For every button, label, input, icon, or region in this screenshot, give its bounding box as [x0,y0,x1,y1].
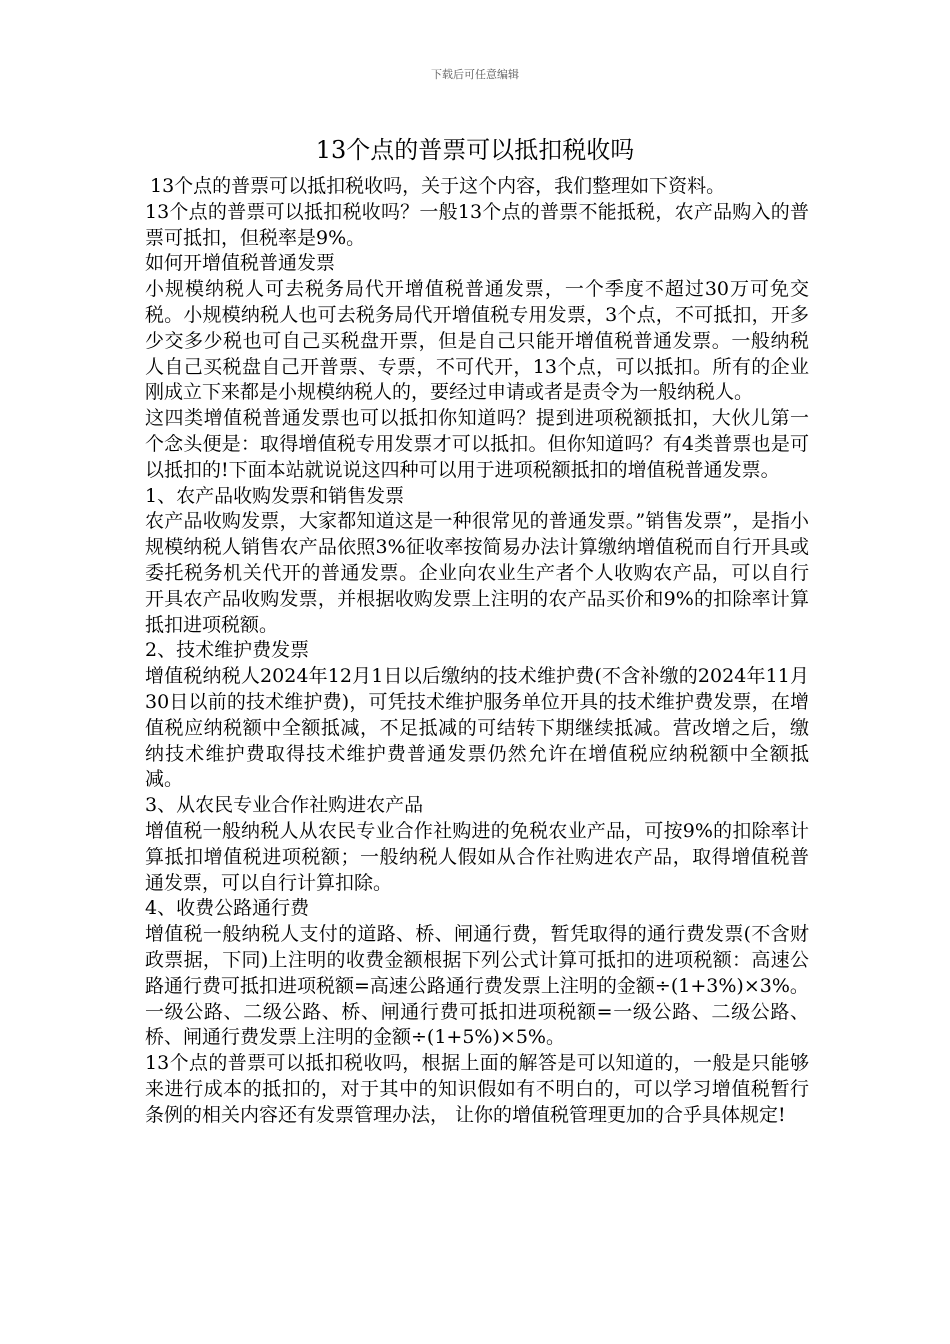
paragraph-section-1: 农产品收购发票，大家都知道这是一种很常见的普通发票。”销售发票”，是指小规模纳税人销售农产品依照3%征收率按简易办法计算缴纳增值税而自行开具或委托税务机关代开的普通发票。企业向农业生产者个人收购农产品，可以自行开具农产品收购发票，并根据收购发票上注明的农产品买价和9%的扣除率计算抵扣进项税额。 [145,510,809,636]
section-heading-1: 1、农产品收购发票和销售发票 [145,484,405,507]
paragraph-section-4-formula: 一级公路、二级公路、桥、闸通行费可抵扣进项税额=一级公路、二级公路、桥、闸通行费发票上注明的金额÷(1+5%)×5%。 [145,1000,809,1049]
section-heading-3: 3、从农民专业合作社购进农产品 [145,794,424,817]
document-body [145,174,809,1128]
section-heading-2: 2、技术维护费发票 [145,639,310,662]
paragraph-section-4: 增值税一般纳税人支付的道路、桥、闸通行费，暂凭取得的通行费发票(不含财政票据，下同)上注明的收费金额根据下列公式计算可抵扣的进项税额：高速公路通行费可抵扣进项税额=高速公路通行费发票上注明的金额÷(1+3%)×3%。 [145,923,809,997]
paragraph-conclusion: 13个点的普票可以抵扣税收吗，根据上面的解答是可以知道的，一般是只能够来进行成本的抵扣的，对于其中的知识假如有不明白的，可以学习增值税暂行条例的相关内容还有发票管理办法， 让你的增值税管理更加的合乎具体规定! [145,1052,809,1126]
paragraph-how-to-issue: 小规模纳税人可去税务局代开增值税普通发票，一个季度不超过30万可免交税。小规模纳税人也可去税务局代开增值税专用发票，3个点，不可抵扣，开多少交多少税也可自己买税盘开票，但是自己只能开增值税普通发票。一般纳税人自己买税盘自己开普票、专票，不可代开，13个点，可以抵扣。所有的企业刚成立下来都是小规模纳税人的，要经过申请或者是责令为一般纳税人。 [145,278,809,404]
paragraph-intro: 13个点的普票可以抵扣税收吗，关于这个内容，我们整理如下资料。 [150,175,726,197]
document-title: 13个点的普票可以抵扣税收吗 [315,136,635,164]
paragraph-section-2: 增值税纳税人2024年12月1日以后缴纳的技术维护费(不含补缴的2024年11月30日以前的技术维护费)，可凭技术维护服务单位开具的技术维护费发票，在增值税应纳税额中全额抵减，不足抵减的可结转下期继续抵减。营改增之后，缴纳技术维护费取得技术维护费普通发票仍然允许在增值税应纳税额中全额抵减。 [145,665,809,791]
section-heading-how-to-issue: 如何开增值税普通发票 [145,252,336,275]
paragraph-answer: 13个点的普票可以抵扣税收吗？一般13个点的普票不能抵税，农产品购入的普票可抵扣，但税率是9%。 [145,200,809,249]
paragraph-four-types: 这四类增值税普通发票也可以抵扣你知道吗？提到进项税额抵扣，大伙儿第一个念头便是：取得增值税专用发票才可以抵扣。但你知道吗？有4类普票也是可以抵扣的!下面本站就说说这四种可以用于进项税额抵扣的增值税普通发票。 [145,407,809,481]
section-heading-4: 4、收费公路通行费 [145,897,310,920]
header-note: 下载后可任意编辑 [431,68,519,81]
paragraph-section-3: 增值税一般纳税人从农民专业合作社购进的免税农业产品，可按9%的扣除率计算抵扣增值税进项税额；一般纳税人假如从合作社购进农产品，取得增值税普通发票，可以自行计算扣除。 [145,819,809,894]
